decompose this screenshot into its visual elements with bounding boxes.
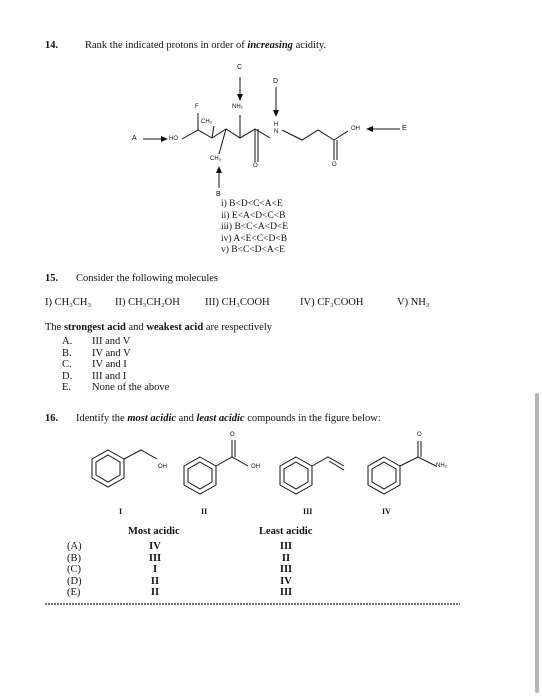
- q15-choice-a-text[interactable]: III and V: [92, 336, 131, 347]
- label-o-iv: O: [417, 432, 422, 438]
- q15-choice-b-letter[interactable]: B.: [62, 347, 72, 359]
- table-cell-least: II: [281, 552, 291, 564]
- table-row-labels: [67, 541, 82, 599]
- compound-label-i: I: [119, 507, 123, 516]
- compound-ii: [184, 440, 248, 494]
- table-cell-least: III: [279, 564, 293, 576]
- q14-option-iv[interactable]: iv) A<E<C<D<B: [221, 233, 288, 244]
- compound-label-iv: IV: [382, 507, 391, 516]
- table-cell-least: III: [279, 541, 293, 552]
- q14-option-v[interactable]: v) B<C<D<A<E: [221, 245, 285, 255]
- table-row-label-a[interactable]: (A): [67, 541, 82, 552]
- label-d: D: [273, 78, 279, 85]
- label-ch3-bottom: CH₃: [210, 156, 222, 162]
- q15-choice-b-text[interactable]: IV and V: [92, 347, 131, 359]
- label-ch3-top: CH₃: [201, 119, 213, 125]
- table-col-most: [140, 541, 170, 599]
- q15-choice-e-letter[interactable]: E.: [62, 382, 72, 394]
- q15-choice-c-letter[interactable]: C.: [62, 359, 72, 371]
- label-ho: HO: [169, 136, 178, 142]
- table-header-least: Least acidic: [259, 526, 313, 537]
- q15-choice-c-text[interactable]: IV and I: [92, 359, 127, 371]
- q16-number: 16.: [45, 413, 59, 424]
- label-o2: O: [332, 162, 337, 168]
- q15-number: 15.: [45, 273, 59, 284]
- compound-label-iii: III: [303, 507, 313, 516]
- table-row-label-e[interactable]: (E): [67, 587, 81, 599]
- compound-i: [92, 450, 157, 487]
- label-f: F: [195, 104, 199, 110]
- q14-option-i[interactable]: i) B<D<C<A<E: [221, 199, 283, 209]
- label-oh-ii: OH: [251, 464, 260, 470]
- q15-molecule-2: II) CH₃CH₂OH: [115, 297, 180, 308]
- label-oh-i: OH: [158, 464, 167, 470]
- compound-iv: [368, 441, 436, 494]
- table-col-least: [271, 541, 301, 599]
- table-cell-most: III: [148, 552, 162, 564]
- label-nh2: NH₂: [232, 104, 243, 110]
- table-cell-least: IV: [280, 575, 292, 587]
- q14-option-iii[interactable]: iii) B<C<A<D<E: [221, 222, 289, 232]
- table-cell-least: III: [279, 587, 293, 599]
- q15-molecule-5: V) NH₃: [397, 297, 430, 308]
- q15-choice-d-text[interactable]: III and I: [92, 370, 127, 382]
- table-cell-most: I: [152, 564, 158, 576]
- table-header-most: Most acidic: [128, 526, 180, 537]
- table-cell-most: II: [150, 587, 160, 599]
- q15-prompt: Consider the following molecules: [76, 273, 219, 284]
- label-a: A: [132, 135, 137, 142]
- q15-choice-d-letter[interactable]: D.: [62, 370, 73, 382]
- vertical-scrollbar[interactable]: [535, 393, 539, 693]
- table-row-label-c[interactable]: (C): [67, 564, 81, 576]
- label-b: B: [216, 191, 221, 198]
- label-n: N: [274, 129, 279, 135]
- compound-label-ii: II: [201, 507, 208, 516]
- q15-molecule-1: I) CH₃CH₃: [45, 297, 92, 308]
- label-oh: OH: [351, 126, 360, 132]
- table-row-label-b[interactable]: (B): [67, 552, 81, 564]
- label-e: E: [402, 125, 407, 132]
- label-o-ii: O: [230, 432, 235, 438]
- q15-choice-a-letter[interactable]: A.: [62, 336, 73, 347]
- table-cell-most: II: [150, 575, 160, 587]
- label-o1: O: [253, 163, 258, 169]
- q16-prompt: Identify the most acidic and least acidic compounds in the figure below:: [76, 413, 381, 424]
- q14-option-ii[interactable]: ii) E<A<D<C<B: [221, 210, 286, 221]
- q15-molecule-4: IV) CF₃COOH: [300, 297, 364, 308]
- label-nh2-iv: NH₂: [436, 463, 447, 469]
- compound-iii: [280, 457, 344, 494]
- label-c: C: [237, 64, 243, 71]
- q15-molecule-3: III) CH₃COOH: [205, 297, 270, 308]
- q15-question: The strongest acid and weakest acid are respectively: [45, 322, 272, 333]
- table-cell-most: IV: [149, 541, 161, 552]
- q14-number: 14.: [45, 40, 59, 51]
- q15-choice-e-text[interactable]: None of the above: [92, 382, 170, 394]
- table-row-label-d[interactable]: (D): [67, 575, 82, 587]
- q14-prompt: Rank the indicated protons in order of increasing acidity.: [85, 40, 327, 51]
- label-h: H: [274, 122, 279, 128]
